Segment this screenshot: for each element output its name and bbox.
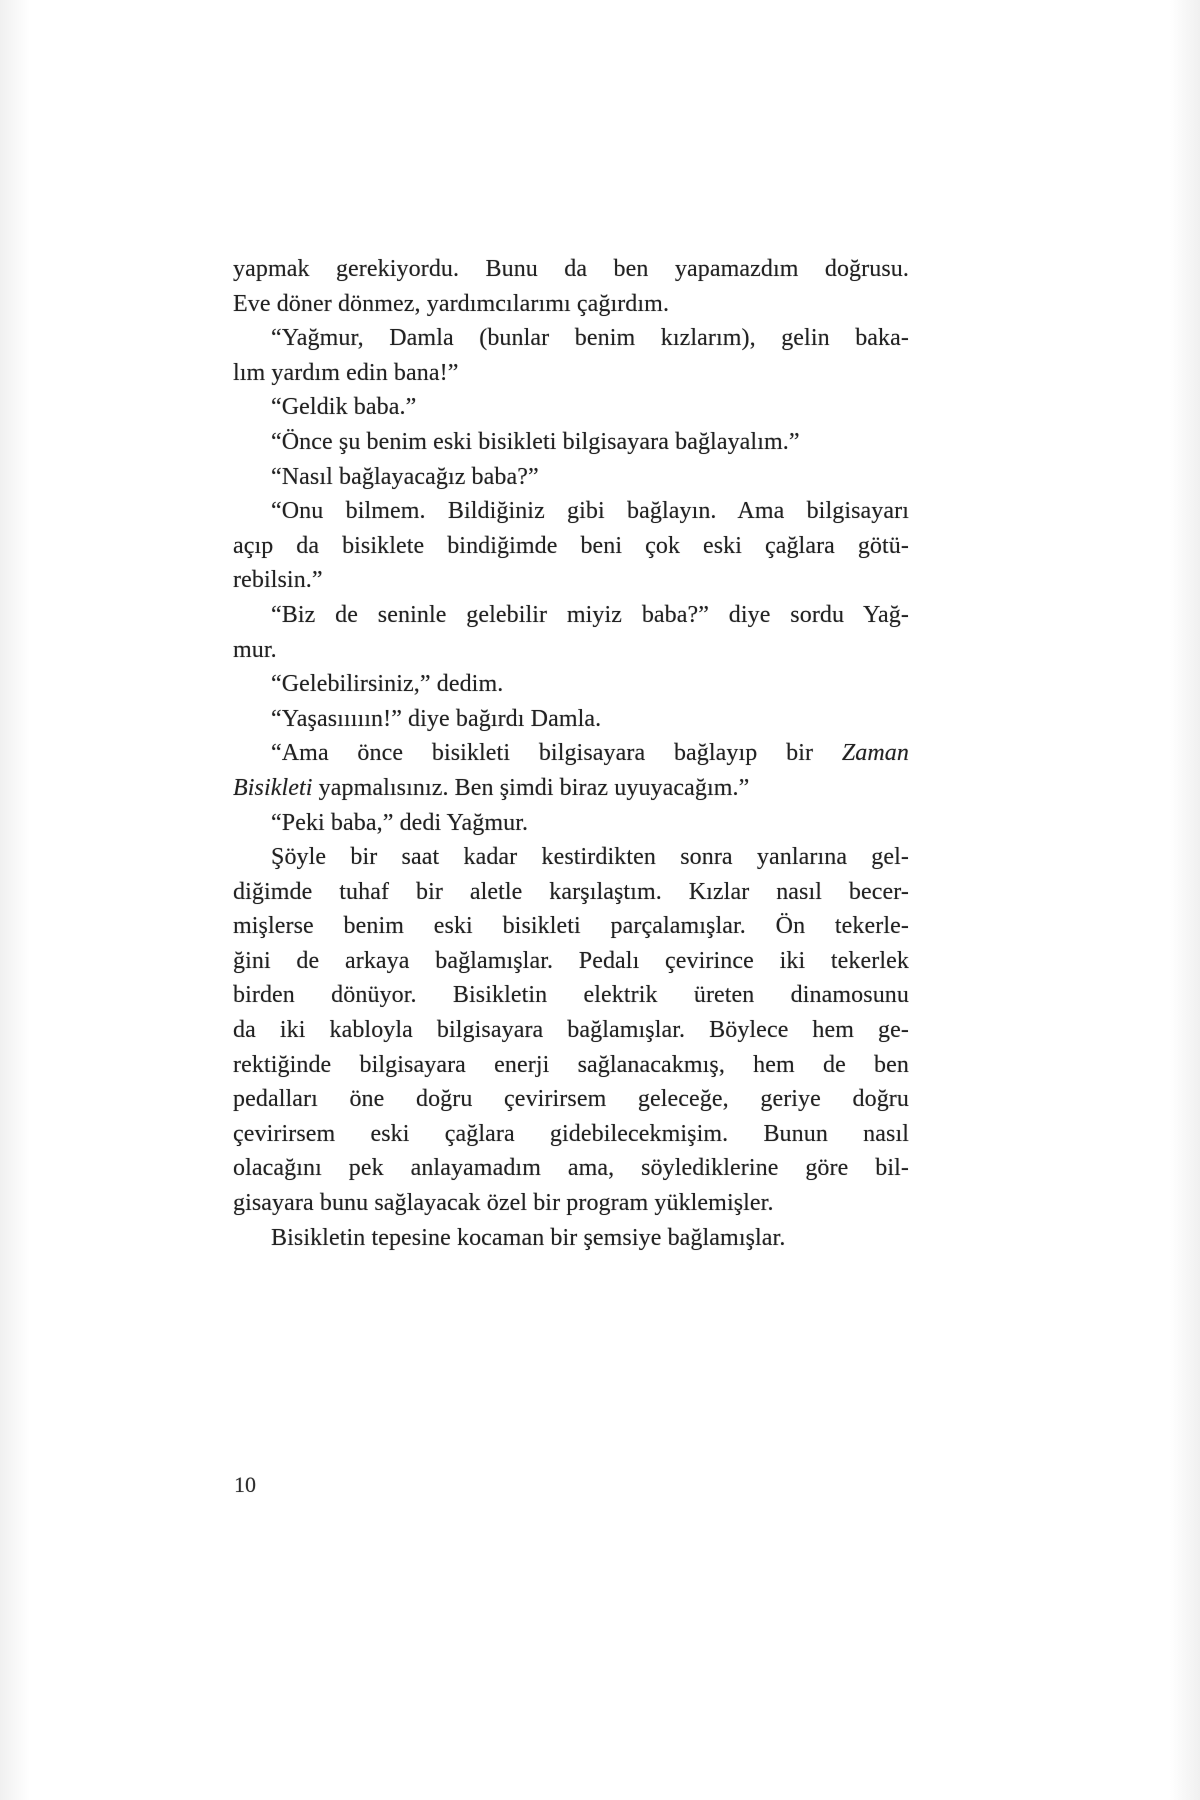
- page-number: 10: [234, 1472, 256, 1497]
- text-line: [233, 806, 909, 841]
- text-segment: yapmalısınız. Ben şimdi biraz uyuyacağım.”: [312, 774, 750, 801]
- text-segment: açıp da bisiklete bindiğimde beni çok eski çağlara götü-: [233, 532, 909, 559]
- text-segment: da iki kabloyla bilgisayara bağlamışlar. Böylece hem ge-: [233, 1017, 909, 1044]
- text-line: [233, 875, 909, 910]
- text-segment: Eve döner dönmez, yardımcılarımı çağırdım.: [233, 290, 670, 317]
- italic-text-segment: Zaman: [841, 740, 909, 767]
- text-line: [233, 909, 909, 944]
- text-segment: Bisikletin tepesine kocaman bir şemsiye bağlamışlar.: [271, 1224, 786, 1251]
- text-segment: gisayara bunu sağlayacak özel bir program yüklemişler.: [233, 1190, 774, 1217]
- text-segment: “Gelebilirsiniz,” dedim.: [271, 671, 504, 698]
- text-line: [233, 598, 909, 633]
- text-line: [233, 736, 909, 771]
- text-line: [233, 771, 909, 806]
- text-line: [233, 1186, 909, 1221]
- text-segment: rektiğinde bilgisayara enerji sağlanacakmış, hem de ben: [233, 1051, 909, 1078]
- text-line: [233, 425, 909, 460]
- text-segment: Şöyle bir saat kadar kestirdikten sonra yanlarına gel-: [271, 844, 909, 871]
- text-line: [233, 321, 909, 356]
- text-line: [233, 667, 909, 702]
- italic-text-segment: Bisikleti: [233, 774, 313, 801]
- text-line: [233, 978, 909, 1013]
- text-line: [233, 1117, 909, 1152]
- text-segment: “Önce şu benim eski bisikleti bilgisayara bağlayalım.”: [271, 428, 800, 455]
- text-line: [233, 460, 909, 495]
- text-segment: diğimde tuhaf bir aletle karşılaştım. Kızlar nasıl becer-: [233, 878, 909, 905]
- text-segment: “Onu bilmem. Bildiğiniz gibi bağlayın. Ama bilgisayarı: [271, 498, 909, 525]
- text-segment: “Ama önce bisikleti bilgisayara bağlayıp bir: [271, 740, 842, 767]
- text-line: [233, 356, 909, 391]
- text-line: [233, 390, 909, 425]
- text-line: [233, 944, 909, 979]
- text-segment: “Peki baba,” dedi Yağmur.: [271, 809, 529, 836]
- text-segment: rebilsin.”: [233, 567, 323, 594]
- text-segment: “Nasıl bağlayacağız baba?”: [271, 463, 539, 490]
- text-segment: olacağını pek anlayamadım ama, söylediklerine göre bil-: [233, 1155, 909, 1182]
- text-line: [233, 1082, 909, 1117]
- text-line: [233, 1048, 909, 1083]
- text-segment: mişlerse benim eski bisikleti parçalamışlar. Ön tekerle-: [233, 913, 909, 940]
- text-line: [233, 1221, 909, 1256]
- text-segment: lım yardım edin bana!”: [233, 359, 459, 386]
- text-line: [233, 1151, 909, 1186]
- text-line: [233, 633, 909, 668]
- text-segment: çevirirsem eski çağlara gidebilecekmişim. Bunun nasıl: [233, 1120, 909, 1147]
- text-segment: “Biz de seninle gelebilir miyiz baba?” diye sordu Yağ-: [271, 601, 909, 628]
- text-line: [233, 702, 909, 737]
- body-text: [233, 252, 909, 1255]
- text-segment: mur.: [233, 636, 277, 663]
- text-line: [233, 494, 909, 529]
- text-segment: “Yağmur, Damla (bunlar benim kızlarım), gelin baka-: [271, 325, 909, 352]
- text-segment: yapmak gerekiyordu. Bunu da ben yapamazdım doğrusu.: [233, 256, 909, 282]
- text-line: [233, 1013, 909, 1048]
- text-segment: “Yaşasııııın!” diye bağırdı Damla.: [271, 705, 602, 732]
- text-segment: ğini de arkaya bağlamışlar. Pedalı çevirince iki tekerlek: [233, 947, 909, 974]
- text-segment: birden dönüyor. Bisikletin elektrik üreten dinamosunu: [233, 982, 909, 1009]
- text-line: [233, 840, 909, 875]
- text-line: [233, 252, 909, 287]
- text-line: [233, 529, 909, 564]
- text-line: [233, 563, 909, 598]
- text-line: [233, 287, 909, 322]
- text-segment: “Geldik baba.”: [271, 394, 417, 421]
- text-segment: pedalları öne doğru çevirirsem geleceğe, geriye doğru: [233, 1086, 909, 1113]
